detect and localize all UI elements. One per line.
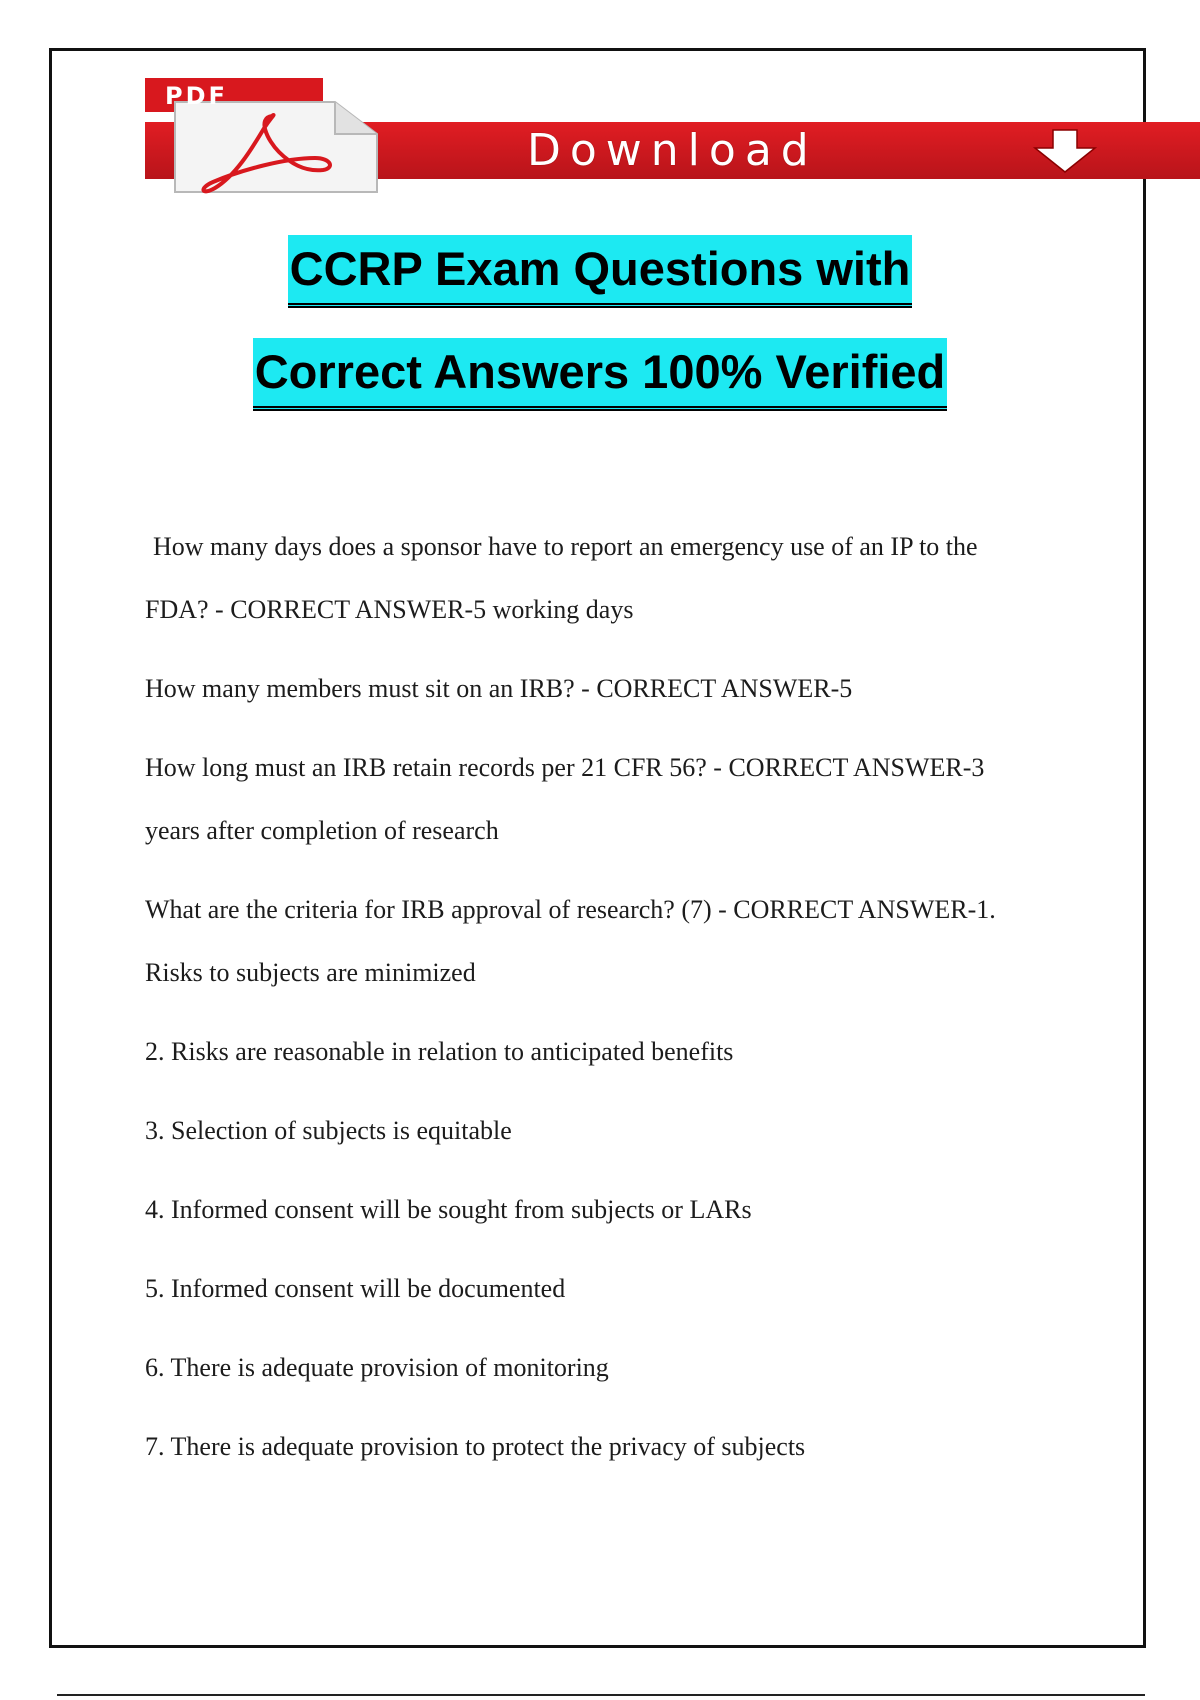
- pdf-label: PDF: [165, 82, 228, 110]
- pdf-file-icon: [145, 78, 410, 196]
- pdf-download-banner[interactable]: [145, 78, 1200, 198]
- qa-item: 6. There is adequate provision of monitoring: [145, 1353, 609, 1382]
- title-text-2: Correct Answers 100% Verified: [253, 338, 948, 411]
- qa-item: How many members must sit on an IRB? - CORRECT ANSWER-5: [145, 674, 853, 703]
- download-arrow-icon[interactable]: [1025, 128, 1105, 174]
- qa-item: 3. Selection of subjects is equitable: [145, 1116, 512, 1145]
- qa-item: 2. Risks are reasonable in relation to anticipated benefits: [145, 1037, 734, 1066]
- document-title-line-2: [0, 338, 1200, 411]
- footer-rule: [57, 1694, 1145, 1696]
- title-text-1: CCRP Exam Questions with: [288, 235, 913, 308]
- qa-item: How long must an IRB retain records per 21 CFR 56? - CORRECT ANSWER-3 years after completion of research: [145, 753, 985, 845]
- qa-item: What are the criteria for IRB approval of research? (7) - CORRECT ANSWER-1. Risks to subjects are minimized: [145, 895, 996, 987]
- qa-item: 5. Informed consent will be documented: [145, 1274, 566, 1303]
- document-title-line-1: [0, 235, 1200, 308]
- qa-item: 4. Informed consent will be sought from subjects or LARs: [145, 1195, 752, 1224]
- qa-item: 7. There is adequate provision to protect the privacy of subjects: [145, 1432, 806, 1461]
- qa-item: How many days does a sponsor have to report an emergency use of an IP to the FDA? - CORRECT ANSWER-5 working days: [145, 532, 978, 624]
- qa-content: [145, 515, 1045, 1494]
- download-label[interactable]: Download: [527, 125, 818, 176]
